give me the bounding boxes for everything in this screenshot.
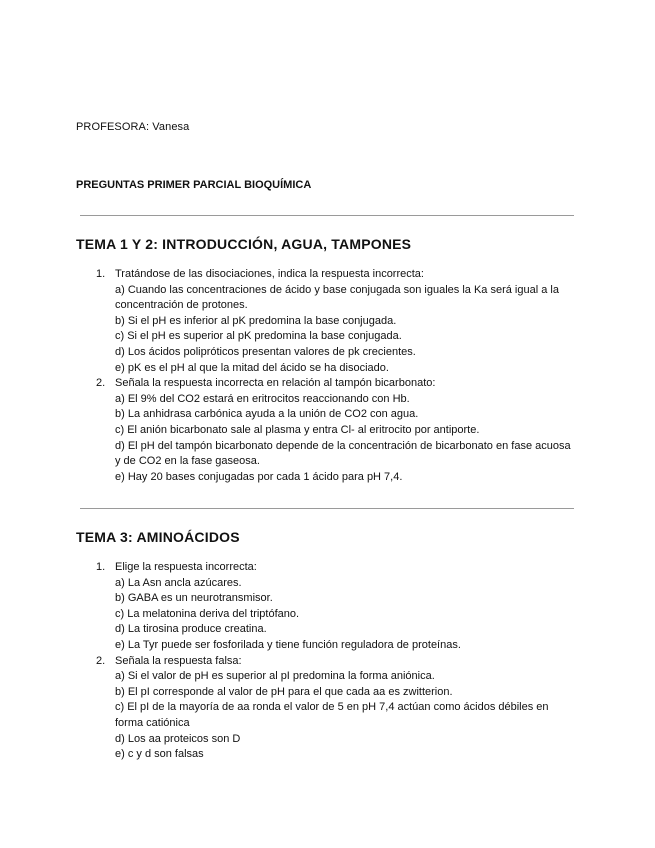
answer-option: a) El 9% del CO2 estará en eritrocitos reaccionando con Hb. [115,392,410,405]
answer-option: d) Los ácidos polipróticos presentan valores de pk crecientes. [115,345,416,358]
answer-option: c) El pI de la mayoría de aa ronda el valor de 5 en pH 7,4 actúan como ácidos débiles en forma catiónica [115,701,549,729]
horizontal-rule [80,508,574,509]
answer-option: a) Cuando las concentraciones de ácido y base conjugada son iguales la Ka será igual a la concentración de protones. [115,283,559,312]
answer-option: d) Los aa proteicos son D [115,732,241,745]
answer-option: c) La melatonina deriva del triptófano. [115,607,300,620]
question-number: 1. [96,268,106,280]
question-list [0,560,655,763]
answer-option: b) Si el pH es inferior al pK predomina la base conjugada. [115,314,397,327]
question-item [0,560,655,654]
question-item [0,376,655,485]
question-item [0,654,655,763]
answer-option: a) Si el valor de pH es superior al pI predomina la forma aniónica. [115,670,435,683]
question-number: 2. [96,377,106,390]
question-list [0,267,655,485]
question-number: 2. [96,654,106,667]
answer-option: b) El pI corresponde al valor de pH para el que cada aa es zwitterion. [115,685,453,698]
question-item [0,267,655,376]
teacher-line: PROFESORA: Vanesa [76,121,190,133]
answer-option: c) El anión bicarbonato sale al plasma y entra Cl- al eritrocito por antiporte. [115,423,480,436]
answer-option: b) GABA es un neurotransmisor. [115,592,273,605]
answer-option: d) El pH del tampón bicarbonato depende de la concentración de bicarbonato en fase acuosa y de CO2 en la fase gaseosa. [115,439,571,468]
answer-option: d) La tirosina produce creatina. [115,623,267,636]
answer-option: e) c y d son falsas [115,748,204,761]
section-heading: TEMA 3: AMINOÁCIDOS [76,529,240,545]
answer-option: e) pK es el pH al que la mitad del ácido se ha disociado. [115,361,389,374]
answer-option: b) La anhidrasa carbónica ayuda a la unión de CO2 con agua. [115,408,419,421]
question-text: Señala la respuesta falsa: [115,654,242,667]
answer-option: e) La Tyr puede ser fosforilada y tiene función reguladora de proteínas. [115,638,461,651]
question-number: 1. [96,561,106,573]
answer-option: a) La Asn ancla azúcares. [115,576,242,589]
section-heading: TEMA 1 Y 2: INTRODUCCIÓN, AGUA, TAMPONES [76,236,412,252]
answer-option: c) Si el pH es superior al pK predomina la base conjugada. [115,330,402,343]
question-text: Tratándose de las disociaciones, indica la respuesta incorrecta: [115,268,424,280]
question-text: Señala la respuesta incorrecta en relación al tampón bicarbonato: [115,377,436,390]
document-title: PREGUNTAS PRIMER PARCIAL BIOQUÍMICA [76,179,312,191]
answer-option: e) Hay 20 bases conjugadas por cada 1 ácido para pH 7,4. [115,470,403,483]
question-text: Elige la respuesta incorrecta: [115,561,257,573]
horizontal-rule [80,215,574,216]
